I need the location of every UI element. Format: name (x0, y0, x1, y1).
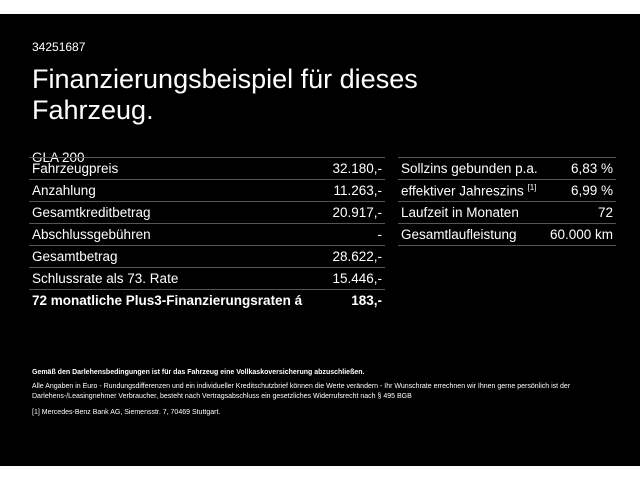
lender-address: Mercedes-Benz Bank AG, Siemensstr. 7, 70469 Stuttgart. (41, 409, 221, 416)
row-label: Gesamtkreditbetrag (29, 202, 325, 224)
row-label: Sollzins gebunden p.a. (398, 158, 545, 180)
row-value: 60.000 km (545, 224, 616, 246)
footnote-mark: [1] (32, 409, 40, 416)
table-row (29, 202, 385, 224)
financing-table-right (398, 157, 616, 246)
table-row (29, 224, 385, 246)
table-row (29, 290, 385, 312)
row-value: 72 (545, 202, 616, 224)
vehicle-id: 34251687 (32, 40, 86, 54)
row-label (398, 180, 545, 202)
row-label: Anzahlung (29, 180, 325, 202)
row-value: 32.180,- (325, 158, 385, 180)
footer-lender (32, 408, 220, 418)
table-row (398, 202, 616, 224)
footnote-mark: [1] (527, 182, 537, 192)
row-label: Abschlussgebühren (29, 224, 325, 246)
row-value: 6,99 % (545, 180, 616, 202)
row-label: Gesamtlaufleistung (398, 224, 545, 246)
footer-disclaimer: Alle Angaben in Euro - Rundungsdifferenzen und ein individueller Kreditschutzbrief können die Werte verändern - Ihr Wunschrate errechnen wir Ihnen gerne persönlich ist der Darlehens-/Leasingnehmer Verbraucher, besteht nach Vertragsabschluss ein gesetzliches Widerrufsrecht nach § 495 BGB (32, 383, 571, 400)
table-row (398, 158, 616, 180)
table-row (29, 180, 385, 202)
row-label: 72 monatliche Plus3-Finanzierungsraten á (32, 293, 303, 308)
row-value: 20.917,- (325, 202, 385, 224)
row-label: Laufzeit in Monaten (398, 202, 545, 224)
table-row (398, 224, 616, 246)
footer-insurance-note: Gemäß den Darlehensbedingungen ist für das Fahrzeug eine Vollkaskoversicherung abzuschließen. (32, 369, 365, 376)
table-row (29, 268, 385, 290)
row-label-text: effektiver Jahreszins (401, 183, 524, 199)
row-label: Schlussrate als 73. Rate (29, 268, 325, 290)
table-row (398, 180, 616, 202)
row-value: 28.622,- (325, 246, 385, 268)
table-row (29, 246, 385, 268)
row-label: Gesamtbetrag (29, 246, 325, 268)
table-row (29, 158, 385, 180)
row-value: - (325, 224, 385, 246)
row-value: 6,83 % (545, 158, 616, 180)
page-title: Finanzierungsbeispiel für dieses Fahrzeug. (32, 64, 418, 125)
row-label: Fahrzeugpreis (29, 158, 325, 180)
row-value: 183,- (351, 293, 382, 308)
financing-panel (0, 14, 640, 466)
row-value: 11.263,- (325, 180, 385, 202)
financing-table-left (29, 157, 385, 311)
row-value: 15.446,- (325, 268, 385, 290)
model-name: GLA 200 (32, 150, 85, 165)
